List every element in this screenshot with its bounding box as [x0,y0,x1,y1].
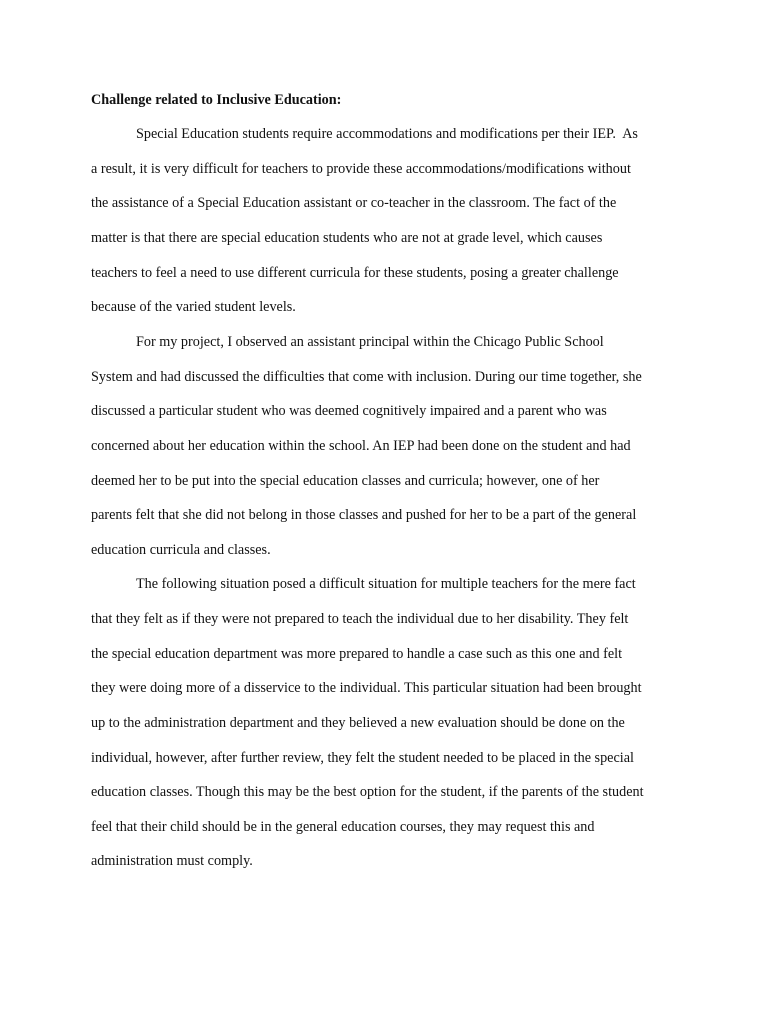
text-line: a result, it is very difficult for teachers to provide these accommodations/modifications without [91,161,631,177]
text-line: education curricula and classes. [91,542,271,558]
text-line: education classes. Though this may be the best option for the student, if the parents of the student [91,784,644,800]
text-line: parents felt that she did not belong in those classes and pushed for her to be a part of the general [91,507,637,523]
text-line: the assistance of a Special Education assistant or co-teacher in the classroom. The fact of the [91,195,617,211]
text-line: teachers to feel a need to use different curricula for these students, posing a greater challenge [91,265,619,281]
text-line: up to the administration department and they believed a new evaluation should be done on the [91,715,625,731]
text-line: that they felt as if they were not prepared to teach the individual due to her disability. They felt [91,611,629,627]
text-line: individual, however, after further review, they felt the student needed to be placed in the special [91,750,634,766]
text-line: the special education department was more prepared to handle a case such as this one and felt [91,646,623,662]
text-line: deemed her to be put into the special education classes and curricula; however, one of her [91,473,600,489]
text-line: feel that their child should be in the general education courses, they may request this and [91,819,595,835]
text-line: they were doing more of a disservice to the individual. This particular situation had been brought [91,680,642,696]
text-line: The following situation posed a difficult situation for multiple teachers for the mere fact [136,576,636,592]
text-line: concerned about her education within the school. An IEP had been done on the student and had [91,438,631,454]
page-title: Challenge related to Inclusive Education: [91,92,342,108]
text-line: Special Education students require accommodations and modifications per their IEP. As [136,126,638,142]
text-line: System and had discussed the difficulties that come with inclusion. During our time together, she [91,369,642,385]
text-line: discussed a particular student who was deemed cognitively impaired and a parent who was [91,403,607,419]
text-line: matter is that there are special education students who are not at grade level, which causes [91,230,603,246]
text-line: For my project, I observed an assistant principal within the Chicago Public School [136,334,604,350]
text-line: because of the varied student levels. [91,299,296,315]
text-line: administration must comply. [91,853,253,869]
